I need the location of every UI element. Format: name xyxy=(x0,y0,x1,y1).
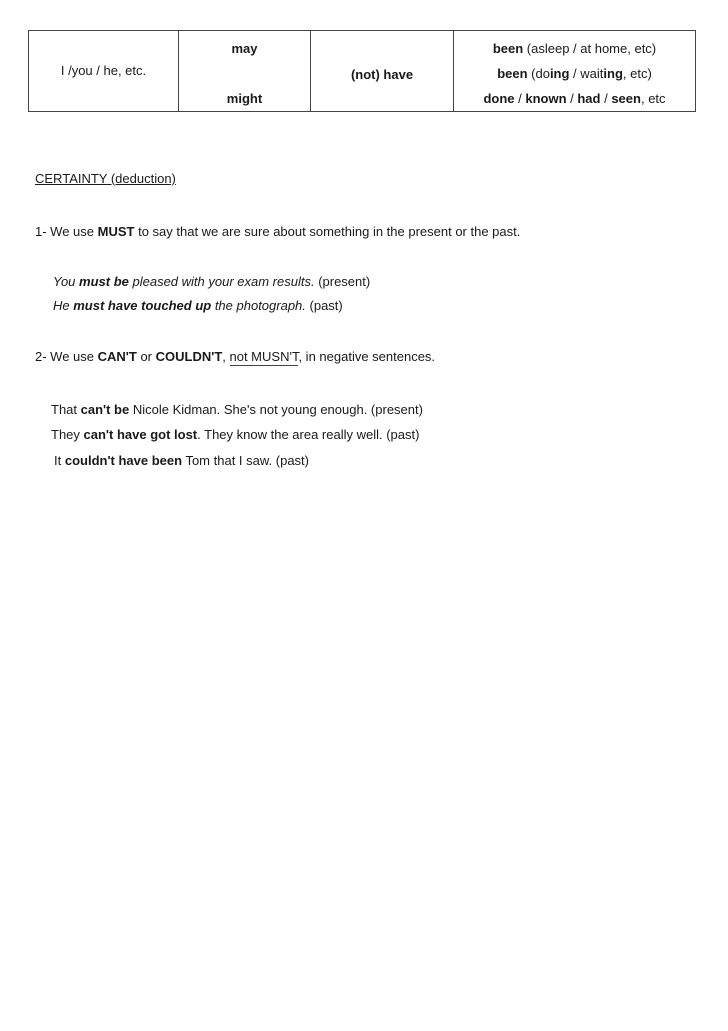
example-3 xyxy=(51,402,423,418)
slash-1: / xyxy=(514,91,526,106)
example-4-c: . They know the area really well. (past) xyxy=(197,427,420,442)
slash-2: / xyxy=(566,91,578,106)
example-4-bold: can't have got lost xyxy=(83,427,198,442)
rule-2-post: , in negative sentences. xyxy=(298,349,436,364)
known-text: known xyxy=(525,91,567,106)
example-1-note: (present) xyxy=(314,274,371,289)
slash-3: / xyxy=(600,91,612,106)
subject-cell xyxy=(29,31,179,112)
subject-text: I /you / he, etc. xyxy=(60,63,147,78)
example-1-a: You xyxy=(53,274,80,289)
participle-cell xyxy=(454,31,696,112)
example-5-a: It xyxy=(54,453,65,468)
rule-2-pre: 2- We use xyxy=(35,349,98,364)
example-2-note: (past) xyxy=(305,298,343,313)
modal-may: may xyxy=(231,41,258,56)
example-4 xyxy=(51,427,419,443)
been-text-2: been xyxy=(497,66,528,81)
asleep-text: (asleep / at home, etc) xyxy=(523,41,657,56)
example-4-a: They xyxy=(51,427,84,442)
example-2-a: He xyxy=(53,298,74,313)
modal-might: might xyxy=(226,91,263,106)
cant-keyword: CAN'T xyxy=(97,349,137,364)
example-3-c: Nicole Kidman. She's not young enough. (present) xyxy=(129,402,423,417)
modal-cell xyxy=(179,31,311,112)
example-2 xyxy=(53,298,343,314)
modal-grammar-table xyxy=(28,30,696,112)
doing-prefix: (do xyxy=(527,66,550,81)
example-1-c: pleased with your exam results. xyxy=(128,274,315,289)
rule-1-post: to say that we are sure about something in the present or the past. xyxy=(134,224,521,239)
ing-suffix-2: ing xyxy=(603,66,623,81)
example-1-bold: must be xyxy=(79,274,129,289)
section-heading: CERTAINTY (deduction) xyxy=(35,171,176,186)
example-1 xyxy=(53,274,370,290)
rule-1 xyxy=(35,224,520,240)
not-musnt-text: not MUSN'T xyxy=(229,349,299,364)
waiting-prefix: / wait xyxy=(569,66,604,81)
example-5 xyxy=(54,453,309,469)
not-have-cell xyxy=(311,31,454,112)
must-keyword: MUST xyxy=(97,224,135,239)
rule-2 xyxy=(35,349,435,365)
example-2-c: the photograph. xyxy=(211,298,306,313)
couldnt-keyword: COULDN'T xyxy=(155,349,223,364)
rule-1-pre: 1- We use xyxy=(35,224,98,239)
example-3-a: That xyxy=(51,402,81,417)
seen-text: seen xyxy=(611,91,641,106)
participle-row-1 xyxy=(454,41,695,56)
ing-suffix-1: ing xyxy=(549,66,570,81)
example-5-bold: couldn't have been xyxy=(64,453,183,468)
been-text: been xyxy=(492,41,524,56)
example-2-bold: must have touched up xyxy=(73,298,212,313)
etc-text: , etc) xyxy=(622,66,652,81)
rule-2-mid: or xyxy=(136,349,156,364)
etc-text-2: , etc xyxy=(640,91,666,106)
example-5-c: Tom that I saw. (past) xyxy=(182,453,309,468)
had-text: had xyxy=(577,91,601,106)
rule-2-comma: , xyxy=(222,349,230,364)
participle-row-2 xyxy=(454,66,695,81)
not-have-text: (not) have xyxy=(350,67,414,82)
participle-row-3 xyxy=(454,91,695,106)
done-text: done xyxy=(483,91,515,106)
example-3-bold: can't be xyxy=(80,402,130,417)
